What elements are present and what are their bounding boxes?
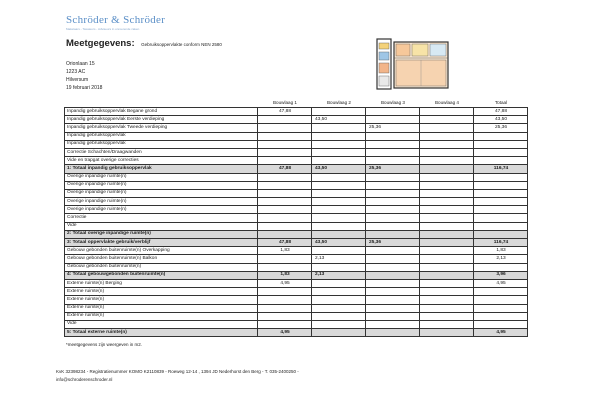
row-label: Overige inpandige ruimte(n): [65, 173, 258, 181]
value-cell: [420, 165, 474, 173]
value-cell: [420, 173, 474, 181]
value-cell: [366, 312, 420, 320]
value-cell: [312, 320, 366, 328]
value-cell: [366, 263, 420, 271]
value-cell: [420, 198, 474, 206]
value-cell: 47,88: [474, 108, 528, 116]
column-header: Bouwlaag 3: [380, 100, 405, 105]
value-cell: [420, 214, 474, 222]
value-cell: 25,36: [366, 239, 420, 247]
value-cell: [258, 116, 312, 124]
table-row: [65, 304, 528, 312]
value-cell: [312, 173, 366, 181]
value-cell: [258, 206, 312, 214]
value-cell: [366, 304, 420, 312]
value-cell: [366, 329, 420, 337]
value-cell: [366, 189, 420, 197]
value-cell: [474, 140, 528, 148]
value-cell: [312, 288, 366, 296]
table-row: [65, 320, 528, 328]
value-cell: [258, 198, 312, 206]
value-cell: [258, 148, 312, 156]
value-cell: [258, 296, 312, 304]
value-cell: 4,95: [474, 279, 528, 287]
value-cell: [420, 279, 474, 287]
column-header: Totaal: [494, 100, 508, 105]
value-cell: [420, 140, 474, 148]
value-cell: [420, 271, 474, 279]
table-row: [65, 279, 528, 287]
table-row: [65, 124, 528, 132]
row-label: Vide en trapgat overige correcties: [65, 157, 258, 165]
value-cell: [474, 157, 528, 165]
value-cell: 25,36: [366, 124, 420, 132]
row-label: Inpandig gebruiksoppervlak Eerste verdieping: [65, 116, 258, 124]
value-cell: [366, 181, 420, 189]
value-cell: [420, 132, 474, 140]
value-cell: [474, 288, 528, 296]
value-cell: 43,50: [312, 239, 366, 247]
value-cell: [366, 116, 420, 124]
row-label: Vide: [65, 222, 258, 230]
value-cell: 1,83: [258, 271, 312, 279]
value-cell: [258, 304, 312, 312]
value-cell: [258, 214, 312, 222]
total-row: [65, 271, 528, 279]
row-label: Gebouw gebonden buitenruimte(n) Balkon: [65, 255, 258, 263]
table-row: [65, 288, 528, 296]
value-cell: [474, 304, 528, 312]
value-cell: [420, 230, 474, 238]
value-cell: [474, 189, 528, 197]
value-cell: [312, 230, 366, 238]
row-label: 2: Totaal overige inpandige ruimte(n): [65, 230, 258, 238]
units-note: *meetgegevens zijn weergeven in m2.: [66, 342, 143, 347]
value-cell: [312, 296, 366, 304]
floorplan-image: [372, 36, 450, 92]
row-label: Vide: [65, 320, 258, 328]
value-cell: [420, 239, 474, 247]
table-row: [65, 116, 528, 124]
value-cell: 47,88: [258, 239, 312, 247]
table-row: [65, 148, 528, 156]
row-label: Inpandig gebruiksoppervlak: [65, 140, 258, 148]
row-label: 5: Totaal externe ruimte(n): [65, 329, 258, 337]
table-row: [65, 132, 528, 140]
value-cell: 43,50: [474, 116, 528, 124]
address-postcode: 1223 AC: [66, 69, 86, 75]
value-cell: [312, 214, 366, 222]
value-cell: [474, 132, 528, 140]
row-label: Externe ruimte(n): [65, 296, 258, 304]
value-cell: [366, 271, 420, 279]
value-cell: [258, 173, 312, 181]
value-cell: [312, 263, 366, 271]
value-cell: [366, 288, 420, 296]
column-header: Bouwlaag 1: [272, 100, 297, 105]
value-cell: 43,50: [312, 116, 366, 124]
value-cell: [312, 304, 366, 312]
table-row: [65, 157, 528, 165]
value-cell: [420, 206, 474, 214]
value-cell: [366, 198, 420, 206]
value-cell: [366, 140, 420, 148]
table-row: [65, 312, 528, 320]
table-row: [65, 108, 528, 116]
value-cell: [366, 148, 420, 156]
row-label: Gebouw gebonden buitenruimte(n) Overkapping: [65, 247, 258, 255]
value-cell: [312, 329, 366, 337]
value-cell: [366, 296, 420, 304]
value-cell: 2,13: [312, 271, 366, 279]
property-address: [66, 60, 102, 92]
value-cell: 47,88: [258, 165, 312, 173]
value-cell: [258, 263, 312, 271]
row-label: Overige inpandige ruimte(n): [65, 206, 258, 214]
value-cell: [258, 124, 312, 132]
value-cell: [420, 148, 474, 156]
value-cell: 1,83: [474, 247, 528, 255]
total-row: [65, 230, 528, 238]
value-cell: [366, 214, 420, 222]
value-cell: [312, 148, 366, 156]
footer-line1: KvK 32398234 - Registratienummer KOMO K2110839 - Roeweg 12-14 , 1394 JD Nederhorst den Berg - T. 035-2400250 -: [56, 369, 299, 374]
table-row: [65, 222, 528, 230]
row-label: 3: Totaal oppervlakte gebruik/verblijf: [65, 239, 258, 247]
value-cell: [366, 247, 420, 255]
table-header-row: [65, 99, 528, 108]
value-cell: [474, 206, 528, 214]
value-cell: [312, 132, 366, 140]
table-row: [65, 247, 528, 255]
value-cell: [420, 181, 474, 189]
logo-ampersand: &: [111, 14, 121, 26]
value-cell: [420, 320, 474, 328]
value-cell: 116,74: [474, 165, 528, 173]
value-cell: 3,96: [474, 271, 528, 279]
footer-line2: info@schroderenschroder.nl: [56, 377, 113, 382]
value-cell: [258, 230, 312, 238]
row-label: Overige inpandige ruimte(n): [65, 189, 258, 197]
value-cell: [474, 198, 528, 206]
value-cell: [420, 312, 474, 320]
value-cell: [474, 320, 528, 328]
row-label: Overige inpandige ruimte(n): [65, 198, 258, 206]
total-row: [65, 329, 528, 337]
value-cell: [366, 222, 420, 230]
value-cell: 25,36: [474, 124, 528, 132]
value-cell: [312, 140, 366, 148]
address-city: Hilversum: [66, 77, 89, 83]
value-cell: [258, 157, 312, 165]
value-cell: [420, 108, 474, 116]
column-header: Bouwlaag 4: [434, 100, 459, 105]
value-cell: [420, 157, 474, 165]
row-label: 1: Totaal inpandig gebruiksoppervlak: [65, 165, 258, 173]
row-label: Externe ruimte(n): [65, 304, 258, 312]
value-cell: 1,83: [258, 247, 312, 255]
value-cell: [366, 279, 420, 287]
value-cell: [420, 116, 474, 124]
row-label: Externe ruimte(n): [65, 312, 258, 320]
company-logo: [66, 14, 165, 31]
footer: [56, 368, 476, 384]
table-row: [65, 173, 528, 181]
value-cell: [366, 255, 420, 263]
value-cell: [312, 247, 366, 255]
value-cell: [420, 222, 474, 230]
row-label: Externe ruimte(n): [65, 288, 258, 296]
value-cell: [366, 108, 420, 116]
table-row: [65, 214, 528, 222]
value-cell: [366, 173, 420, 181]
value-cell: [474, 214, 528, 222]
value-cell: 116,74: [474, 239, 528, 247]
value-cell: [474, 173, 528, 181]
value-cell: [366, 132, 420, 140]
row-label: 4: Totaal gebouwgebonden buitenruimte(n): [65, 271, 258, 279]
value-cell: 4,95: [258, 279, 312, 287]
value-cell: [474, 230, 528, 238]
value-cell: [258, 189, 312, 197]
value-cell: [474, 181, 528, 189]
value-cell: 43,50: [312, 165, 366, 173]
total-row: [65, 165, 528, 173]
value-cell: [258, 181, 312, 189]
value-cell: [258, 320, 312, 328]
report-date: 19 februari 2018: [66, 85, 103, 91]
value-cell: [312, 222, 366, 230]
value-cell: [420, 255, 474, 263]
value-cell: [474, 263, 528, 271]
value-cell: [420, 189, 474, 197]
value-cell: [420, 304, 474, 312]
total-row: [65, 239, 528, 247]
value-cell: [420, 263, 474, 271]
row-label: Externe ruimte(n) Berging: [65, 279, 258, 287]
value-cell: 2,13: [312, 255, 366, 263]
value-cell: [258, 222, 312, 230]
logo-name-part1: Schröder: [66, 14, 109, 26]
row-label: Gebouw gebonden buitenruimte(n): [65, 263, 258, 271]
table-row: [65, 181, 528, 189]
value-cell: [312, 124, 366, 132]
value-cell: [474, 222, 528, 230]
value-cell: [420, 296, 474, 304]
value-cell: [420, 247, 474, 255]
value-cell: [420, 329, 474, 337]
page-title: Meetgegevens:: [66, 38, 135, 49]
value-cell: [420, 124, 474, 132]
value-cell: [258, 132, 312, 140]
table-row: [65, 189, 528, 197]
value-cell: 25,36: [366, 165, 420, 173]
value-cell: [366, 206, 420, 214]
table-row: [65, 198, 528, 206]
header-blank-cell: [65, 99, 258, 108]
value-cell: [312, 157, 366, 165]
logo-tagline: Makelaars - Taxateurs - Adviseurs in onroerende zaken: [66, 27, 140, 31]
value-cell: [474, 296, 528, 304]
row-label: Inpandig gebruiksoppervlak Tweede verdieping: [65, 124, 258, 132]
page-subtitle: Gebruiksoppervlakte conform NEN 2580: [141, 42, 222, 47]
value-cell: [258, 255, 312, 263]
value-cell: [366, 320, 420, 328]
row-label: Correctie Schachten/Draagwanden: [65, 148, 258, 156]
value-cell: 2,13: [474, 255, 528, 263]
value-cell: [312, 181, 366, 189]
value-cell: 47,88: [258, 108, 312, 116]
value-cell: [366, 157, 420, 165]
value-cell: [312, 279, 366, 287]
address-street: Orionlaan 15: [66, 61, 95, 67]
row-label: Overige inpandige ruimte(n): [65, 181, 258, 189]
value-cell: [366, 230, 420, 238]
logo-name-part2: Schröder: [123, 14, 166, 26]
value-cell: [258, 312, 312, 320]
value-cell: [258, 140, 312, 148]
value-cell: [420, 288, 474, 296]
row-label: Inpandig gebruiksoppervlak: [65, 132, 258, 140]
row-label: Inpandig gebruiksoppervlak Begane grond: [65, 108, 258, 116]
table-row: [65, 255, 528, 263]
value-cell: [312, 108, 366, 116]
table-row: [65, 263, 528, 271]
table-row: [65, 206, 528, 214]
table-row: [65, 140, 528, 148]
row-label: Correctie: [65, 214, 258, 222]
value-cell: [312, 189, 366, 197]
table-row: [65, 296, 528, 304]
value-cell: 4,95: [258, 329, 312, 337]
value-cell: [312, 312, 366, 320]
title-row: [66, 33, 222, 51]
value-cell: 4,95: [474, 329, 528, 337]
value-cell: [474, 312, 528, 320]
value-cell: [312, 206, 366, 214]
column-header: Bouwlaag 2: [326, 100, 351, 105]
value-cell: [258, 288, 312, 296]
value-cell: [312, 198, 366, 206]
measurements-table: [64, 99, 528, 337]
value-cell: [474, 148, 528, 156]
